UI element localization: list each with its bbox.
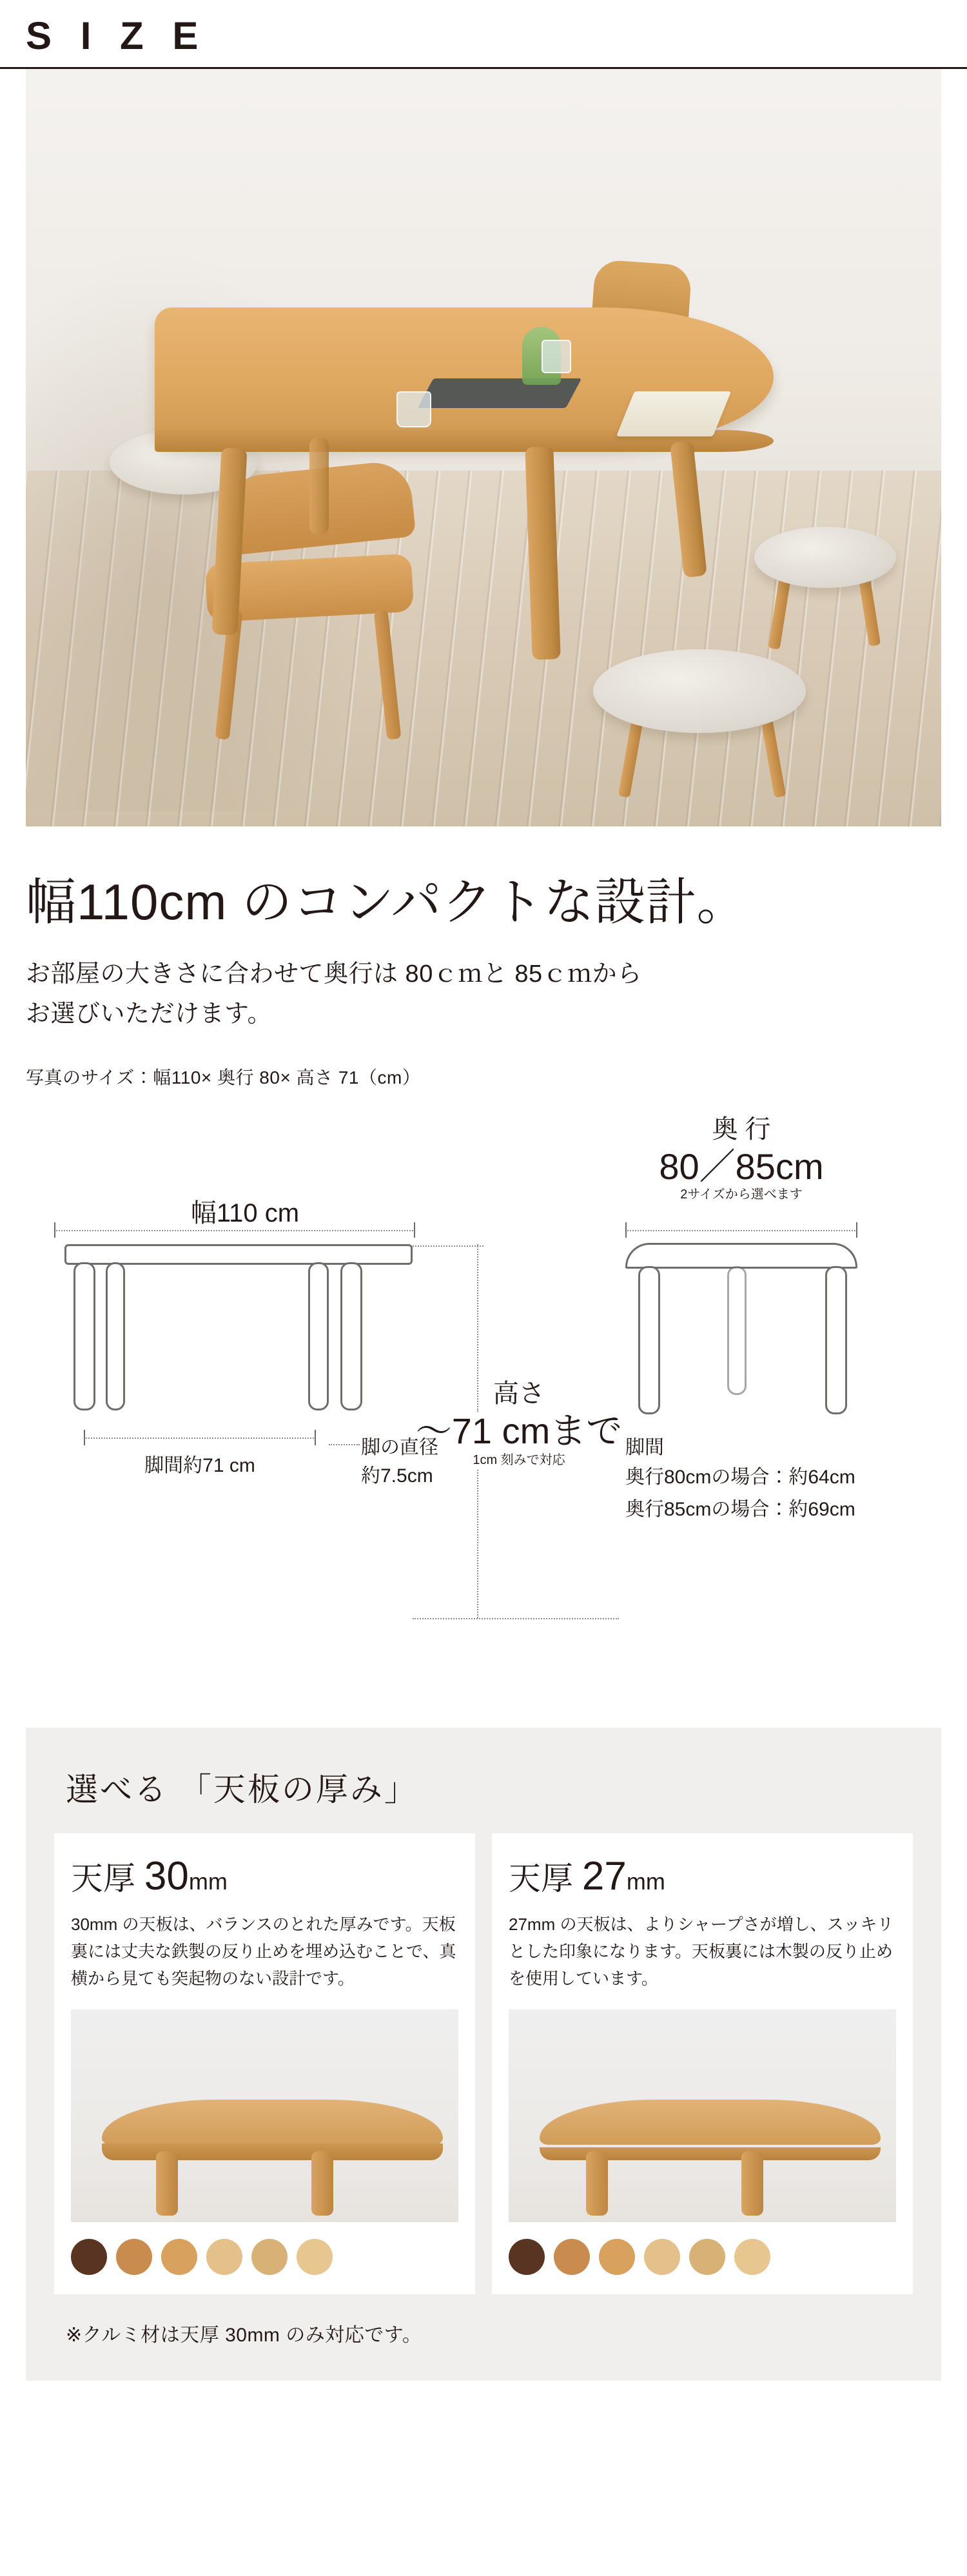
height-value: 〜71 cmまで xyxy=(415,1410,623,1452)
swatch[interactable] xyxy=(116,2239,152,2275)
tabletop-photo-leg xyxy=(586,2151,608,2216)
swatch[interactable] xyxy=(509,2239,545,2275)
leg-gap-title: 脚間 xyxy=(625,1437,664,1459)
card-description-27mm: 27mm の天板は、よりシャープさが増し、スッキリとした印象になります。天板裏には木製の反り止めを使用しています。 xyxy=(509,1915,894,1989)
swatch[interactable] xyxy=(251,2239,288,2275)
height-note: 1cm 刻みで対応 xyxy=(473,1453,565,1468)
swatch[interactable] xyxy=(206,2239,242,2275)
height-bottom-guide xyxy=(413,1618,619,1619)
tabletop-photo-leg xyxy=(741,2151,763,2216)
swatches-30mm xyxy=(71,2239,458,2275)
card-title-unit: mm xyxy=(626,1868,665,1895)
leg-gap-line-1: 奥行80cmの場合：約64cm xyxy=(625,1467,855,1488)
tabletop-edge-photo xyxy=(540,2100,881,2145)
table-front-leg xyxy=(638,1266,660,1414)
card-title-27mm xyxy=(509,1853,896,1899)
page-title: S I Z E xyxy=(26,14,208,57)
lead-line-1: お部屋の大きさに合わせて奥行は 80ｃｍと 85ｃｍから xyxy=(26,961,642,988)
height-measure-line-lower xyxy=(477,1470,478,1618)
leg-span-measure-line xyxy=(84,1438,316,1439)
glass xyxy=(396,391,431,427)
height-top-guide xyxy=(413,1245,484,1247)
table-leg xyxy=(309,438,329,534)
tabletop-thickness-edge xyxy=(102,2143,443,2160)
depth-value: 80／85cm xyxy=(659,1146,824,1187)
table-front-leg xyxy=(727,1266,747,1395)
thickness-card-30mm xyxy=(54,1833,475,2294)
photo-size-caption: 写真のサイズ：幅110× 奥行 80× 高さ 71（cm） xyxy=(26,1068,421,1088)
chair-leg xyxy=(374,610,402,739)
height-title: 高さ xyxy=(493,1380,545,1409)
tabletop-photo-leg xyxy=(156,2151,178,2216)
thickness-note: ※クルミ材は天厚 30mm のみ対応です。 xyxy=(66,2324,422,2346)
thickness-cards xyxy=(54,1833,913,2294)
headline: 幅110cm のコンパクトな設計。 xyxy=(26,873,748,930)
leg-span-tick-left xyxy=(84,1430,85,1445)
card-title-prefix: 天厚 xyxy=(509,1860,573,1897)
table-side-leg xyxy=(73,1262,95,1410)
depth-measure-line xyxy=(625,1230,857,1231)
swatch[interactable] xyxy=(689,2239,725,2275)
card-title-prefix: 天厚 xyxy=(71,1860,135,1897)
table-side-leg xyxy=(106,1262,125,1410)
card-title-number: 30 xyxy=(144,1854,189,1899)
book xyxy=(616,391,731,436)
table-front-top xyxy=(625,1243,857,1269)
width-measure-line xyxy=(54,1230,415,1231)
card-photo-27mm xyxy=(509,2009,896,2222)
swatches-27mm xyxy=(509,2239,896,2275)
hero-photo xyxy=(26,69,941,826)
depth-tick-right xyxy=(856,1222,857,1238)
thickness-title: 選べる 「天板の厚み」 xyxy=(66,1771,418,1808)
lead-line-2: お選びいただけます。 xyxy=(26,1000,272,1028)
swatch[interactable] xyxy=(734,2239,770,2275)
leg-diameter-line xyxy=(329,1444,360,1445)
card-title-unit: mm xyxy=(188,1868,228,1895)
thickness-card-27mm xyxy=(492,1833,913,2294)
table-front-leg xyxy=(825,1266,847,1414)
swatch[interactable] xyxy=(644,2239,680,2275)
tabletop-edge-photo xyxy=(102,2100,443,2145)
stool-front-right xyxy=(593,649,806,733)
leg-diameter-label: 脚の直径 約7.5cm xyxy=(361,1437,438,1487)
thickness-section xyxy=(26,1728,941,2380)
width-tick-left xyxy=(54,1222,55,1238)
lead-text xyxy=(26,955,941,1034)
swatch[interactable] xyxy=(161,2239,197,2275)
width-label: 幅110 cm xyxy=(190,1199,300,1228)
depth-note: 2サイズから選べます xyxy=(680,1187,803,1202)
width-tick-right xyxy=(414,1222,415,1238)
depth-title: 奥 行 xyxy=(712,1115,771,1144)
footer-spacer xyxy=(0,2381,967,2419)
card-title-number: 27 xyxy=(581,1854,627,1899)
table-side-leg xyxy=(308,1262,329,1410)
card-description-30mm: 30mm の天板は、バランスのとれた厚みです。天板裏には丈夫な鉄製の反り止めを埋め込むことで、真横から見ても突起物のない設計です。 xyxy=(71,1915,456,1989)
leg-span-label: 脚間約71 cm xyxy=(144,1455,255,1477)
swatch[interactable] xyxy=(554,2239,590,2275)
card-title-30mm xyxy=(71,1853,458,1899)
dimension-diagram xyxy=(26,1109,941,1702)
glass xyxy=(542,340,571,373)
swatch[interactable] xyxy=(297,2239,333,2275)
card-photo-30mm xyxy=(71,2009,458,2222)
swatch[interactable] xyxy=(599,2239,635,2275)
swatch[interactable] xyxy=(71,2239,107,2275)
leg-span-tick-right xyxy=(315,1430,316,1445)
leg-gap-line-2: 奥行85cmの場合：約69cm xyxy=(625,1499,855,1521)
table-side-leg xyxy=(340,1262,362,1410)
tabletop-photo-leg xyxy=(311,2151,333,2216)
depth-tick-left xyxy=(625,1222,627,1238)
copy-block xyxy=(0,826,967,1089)
stool-right-back xyxy=(754,527,896,588)
